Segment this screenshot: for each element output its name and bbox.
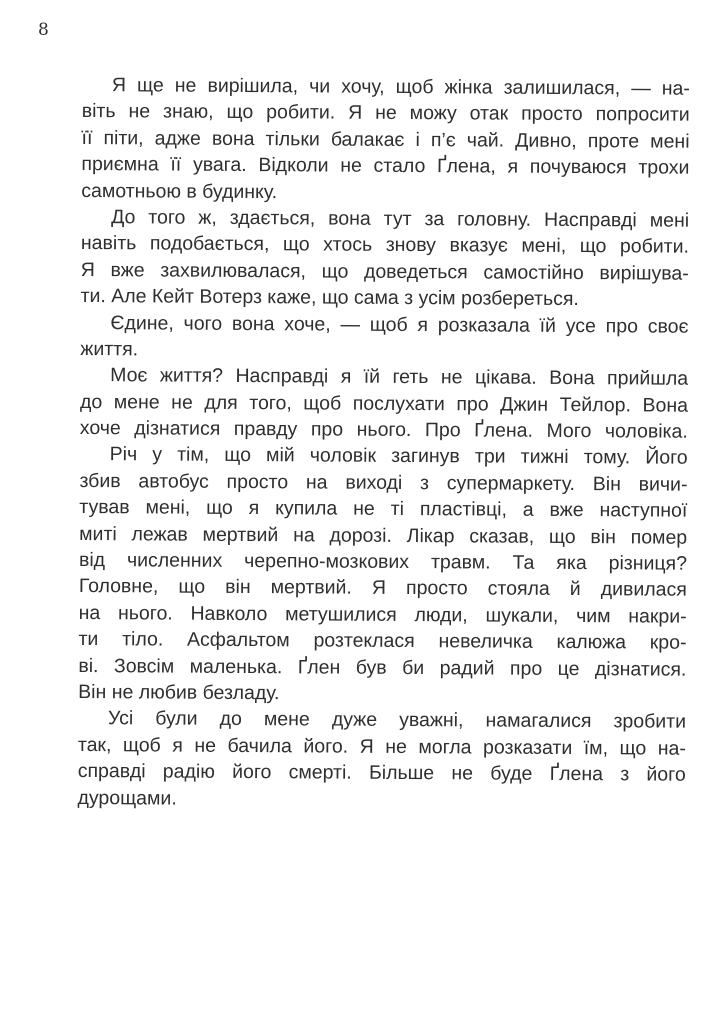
text-line: приємна її увага. Відколи не стало Ґлена, я почуваюся трохи (81, 153, 690, 179)
text-line: Я вже захвилювалася, що доведеться самостійно вирішува- (80, 258, 689, 285)
paragraph (80, 362, 688, 445)
text-line: життя. (80, 337, 139, 361)
paragraph (81, 72, 690, 208)
text-line: миті лежав мертвий на дорозі. Лікар сказав, що він помер (79, 522, 688, 549)
text-line: Річ у тім, що мій чоловік загинув три тижні тому. Його (109, 443, 688, 470)
body-text (77, 72, 690, 815)
text-line: справді радію його смерті. Більше не буде Ґлена з його (77, 760, 686, 786)
text-line: тував мені, що я купила не ті пластівці, а вже наступної (79, 496, 688, 522)
paragraph (81, 204, 690, 313)
text-line: на нього. Навколо метушилися люди, шукали, чим накри- (78, 601, 687, 628)
text-line: Усі були до мене дуже уважні, намагалися зробити (107, 707, 687, 734)
text-line: Моє життя? Насправді я їй геть не цікава. Вона прийшла (110, 364, 689, 391)
paragraph (77, 705, 686, 814)
text-line: від численних черепно-мозкових травм. Та яка різниця? (78, 549, 688, 575)
text-line: самотньою в будинку. (81, 179, 278, 203)
text-line: так, щоб я не бачила його. Я не могла розказати їм, що на- (77, 733, 686, 760)
paragraph (80, 310, 688, 366)
paragraph (78, 441, 688, 709)
text-line: до мене не для того, щоб послухати про Джин Тейлор. Вона (79, 390, 689, 417)
text-line: Головне, що він мертвий. Я просто стояла й дивилася (78, 575, 687, 602)
page-number: 8 (38, 20, 49, 40)
text-line: хоче дізнатися правду про нього. Про Ґлена. Мого чоловіка. (79, 417, 688, 443)
text-line: Він не любив безладу. (78, 680, 280, 705)
text-line: До того ж, здається, вона тут за головну. Насправді мені (111, 206, 690, 232)
text-line: збив автобус просто на виході з супермаркету. Він вичи- (79, 469, 688, 496)
text-line: дурощами. (77, 786, 177, 810)
text-line: віть не знаю, що робити. Я не можу отак просто попросити (81, 100, 690, 127)
text-line: ві. Зовсім маленька. Ґлен був би радий про це дізнатися. (78, 654, 687, 681)
text-line: її піти, адже вона тільки балакає і п’є чай. Дивно, проте мені (81, 126, 690, 153)
text-line: Я ще не вирішила, чи хочу, щоб жінка залишилася, — на- (111, 74, 690, 100)
text-line: ти. Але Кейт Вотерз каже, що сама з усім розбереться. (80, 285, 579, 311)
text-line: Єдине, чого вона хоче, — щоб я розказала їй усе про своє (110, 311, 689, 338)
text-line: навіть подобається, що хтось знову вказує мені, що робити. (80, 232, 690, 259)
text-line: ти тіло. Асфальтом розтеклася невеличка калюжа кро- (78, 628, 687, 654)
